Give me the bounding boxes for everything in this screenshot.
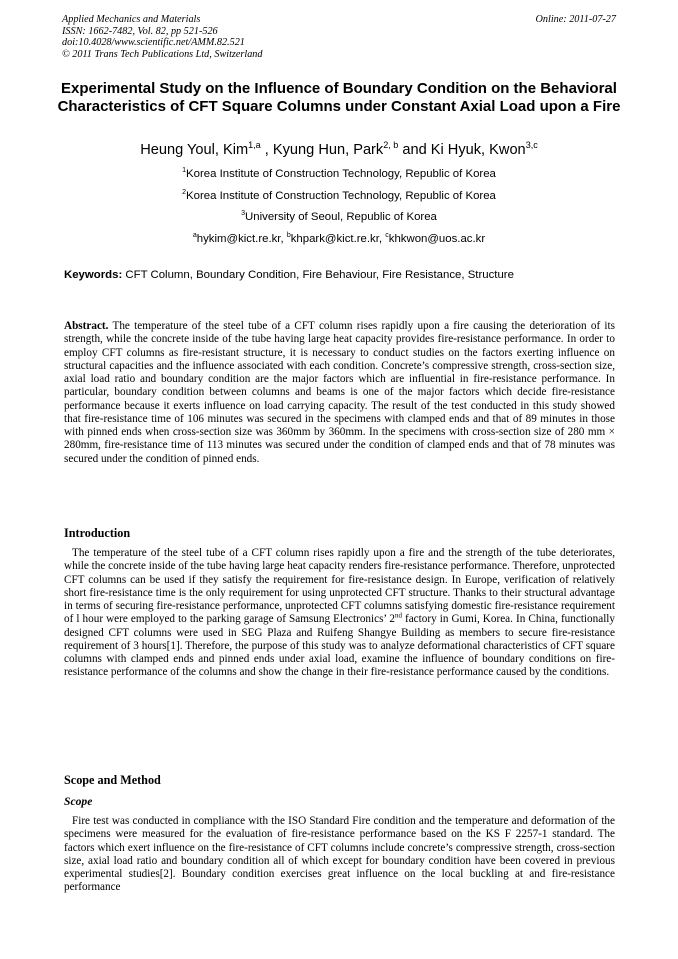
affiliation-superscript: 1 (182, 167, 187, 175)
introduction-text: The temperature of the steel tube of a CFT column rises rapidly upon a fire and the strength of the tube deteriorates, while the concrete inside of the tube having large heat capacity renders fire-resistance performance. Therefore, unprotected CFT columns can be used if they satisfy the requirement for fire-resistance design. In Europe, verification of relatively short fire-resistance time is the only requirement for using unprotected CFT structure. Thanks to their structural advantage in terms of securing fire-resistance performance, unprotected CFT columns satisfying domestic fire-resistance requirement of l hour were employed to the parking garage of Samsung Electronics’ 2 (64, 547, 615, 626)
online-date: Online: 2011-07-27 (535, 14, 616, 25)
affiliation-text: Korea Institute of Construction Technology, Republic of Korea (186, 168, 496, 180)
author-superscript: 1,a (248, 140, 261, 151)
author-separator: , (260, 142, 273, 158)
introduction-heading: Introduction (64, 526, 131, 540)
issn-line: ISSN: 1662-7482, Vol. 82, pp 521-526 (62, 25, 218, 37)
affiliation-superscript: 2 (182, 189, 187, 197)
scope-method-heading: Scope and Method (64, 773, 161, 787)
running-header (62, 14, 616, 60)
ordinal-superscript: nd (394, 611, 402, 620)
copyright-line: © 2011 Trans Tech Publications Ltd, Switzerland (62, 48, 263, 60)
author-name: Ki Hyuk, Kwon (430, 142, 526, 158)
author-superscript: 3,c (525, 140, 538, 151)
abstract-paragraph (64, 320, 615, 466)
journal-name: Applied Mechanics and Materials (62, 14, 201, 25)
affiliation-3 (40, 210, 638, 224)
keywords-label: Keywords: (64, 269, 123, 281)
email-text: khpark@kict.re.kr, (290, 233, 386, 245)
author-separator: and (398, 142, 431, 158)
author-superscript: 2, b (383, 140, 399, 151)
paper-title: Experimental Study on the Influence of Boundary Condition on the Behavioral Characteristics of CFT Square Columns under Constant Axial Load upon a Fire (57, 80, 621, 115)
affiliation-2 (40, 189, 638, 203)
scope-subheading: Scope (64, 795, 93, 808)
email-superscript: b (286, 232, 291, 240)
affiliation-text: Korea Institute of Construction Technology, Republic of Korea (186, 190, 496, 202)
affiliation-text: University of Seoul, Republic of Korea (245, 211, 437, 223)
email-text: khkwon@uos.ac.kr (388, 233, 486, 245)
author-name: Heung Youl, Kim (140, 142, 249, 158)
keywords (64, 268, 620, 282)
email-text: hykim@kict.re.kr, (196, 233, 287, 245)
email-line (40, 232, 638, 246)
email-superscript: c (385, 232, 389, 240)
abstract-label: Abstract. (64, 320, 109, 332)
author-line (40, 141, 638, 159)
scope-paragraph: Fire test was conducted in compliance with the ISO Standard Fire condition and the temperature and deformation of the specimens were measured for the evaluation of fire-resistance performance based on the KS F 2257-1 standard. The factors which exert influence on the fire-resistance of CFT columns include concrete’s compressive strength, cross-section size, axial load ratio and boundary condition all of which except for boundary condition have been covered in previous experimental studies[2]. Boundary condition exercises great influence on the local buckling at and fire-resistance performance (64, 815, 615, 894)
doi-line: doi:10.4028/www.scientific.net/AMM.82.521 (62, 37, 245, 48)
email-superscript: a (192, 232, 197, 240)
affiliation-superscript: 3 (241, 210, 246, 218)
keywords-text: CFT Column, Boundary Condition, Fire Behaviour, Fire Resistance, Structure (122, 269, 514, 281)
affiliation-1 (40, 167, 638, 181)
author-name: Kyung Hun, Park (272, 142, 384, 158)
introduction-paragraph (64, 547, 615, 680)
abstract-text: The temperature of the steel tube of a CFT column rises rapidly upon a fire causing the deterioration of its strength, while the concrete inside of the tube having large heat capacity provides fire-resistance performance. In order to employ CFT columns as fire-resistant structure, it is necessary to conduct studies on the factors exerting influence on structural capacities and the influence associated with each condition. Concrete’s compressive strength, cross-section size, axial load ratio and boundary condition are the major factors which are influential in fire-resistance performance. In particular, boundary condition between columns and beams is one of the major factors which decide fire-resistance performance because it exerts influence on load carrying capacity. The result of the test conducted in this study showed that fire-resistance time of 106 minutes was secured in the specimens with clamped ends and that of 89 minutes in those with pinned ends when cross-section size was 360mm by 360mm. In the specimens with cross-section size of 280 mm × 280mm, fire-resistance time of 113 minutes was secured under the condition of clamped ends and that of 78 minutes was secured under the condition of pinned ends. (64, 320, 615, 465)
introduction-text: factory in Gumi, Korea. In China, functionally designed CFT columns were used in SEG Plaza and Ruifeng Shangye Building as members to secure fire-resistance requirement of 3 hours[1]. Therefore, the purpose of this study was to analyze deformational characteristics of CFT square columns with clamped ends and pinned ends under axial load, examine the influence of boundary conditions on fire-resistance performance of the columns and show the change in their fire-resistance performance caused by the conditions. (64, 613, 616, 679)
